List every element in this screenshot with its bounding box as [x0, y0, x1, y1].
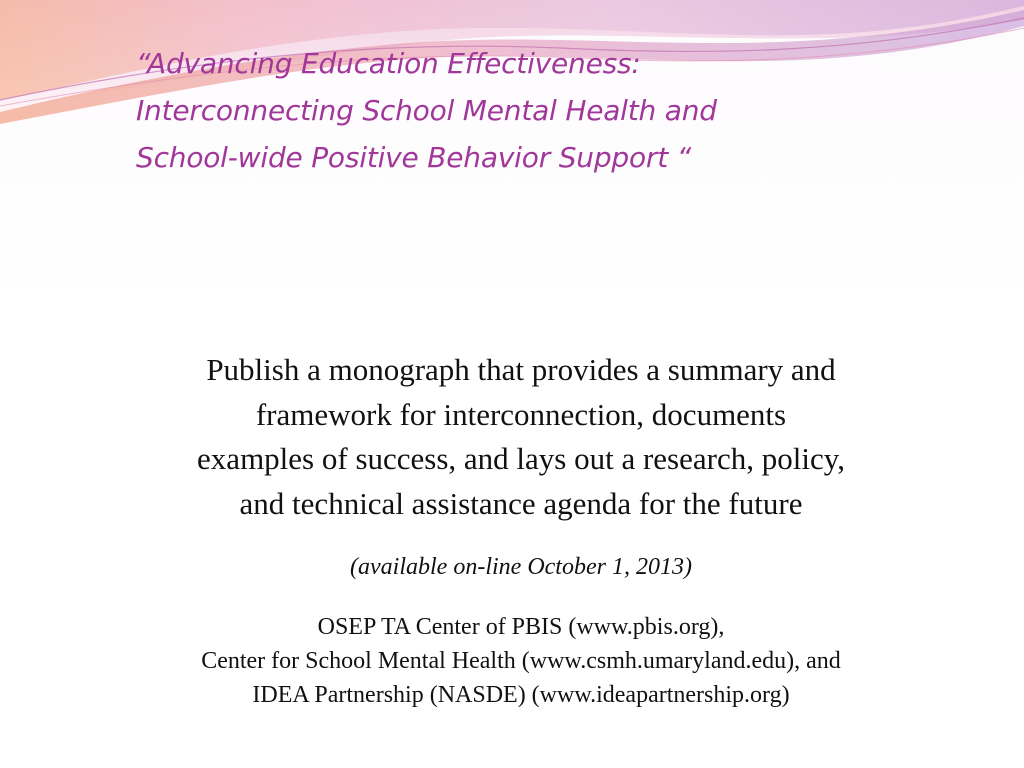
- credit-line: Center for School Mental Health (www.csmh.umaryland.edu), and: [201, 648, 841, 674]
- title-line: School-wide Positive Behavior Support “: [136, 141, 692, 174]
- availability-note: (available on-line October 1, 2013): [350, 554, 692, 580]
- body-line: Publish a monograph that provides a summary and: [206, 352, 836, 387]
- title-line: Interconnecting School Mental Health and: [136, 94, 717, 127]
- credit-line: OSEP TA Center of PBIS (www.pbis.org),: [317, 614, 725, 640]
- title-line: “Advancing Education Effectiveness:: [136, 47, 641, 80]
- monograph-description: [96, 348, 946, 526]
- body-line: and technical assistance agenda for the future: [239, 485, 803, 521]
- partner-credits: [96, 610, 946, 712]
- slide-title: [136, 40, 896, 181]
- credit-line: IDEA Partnership (NASDE) (www.ideapartnership.org): [252, 682, 790, 708]
- body-line: framework for interconnection, documents: [255, 396, 787, 432]
- body-line: examples of success, and lays out a research, policy,: [197, 441, 845, 476]
